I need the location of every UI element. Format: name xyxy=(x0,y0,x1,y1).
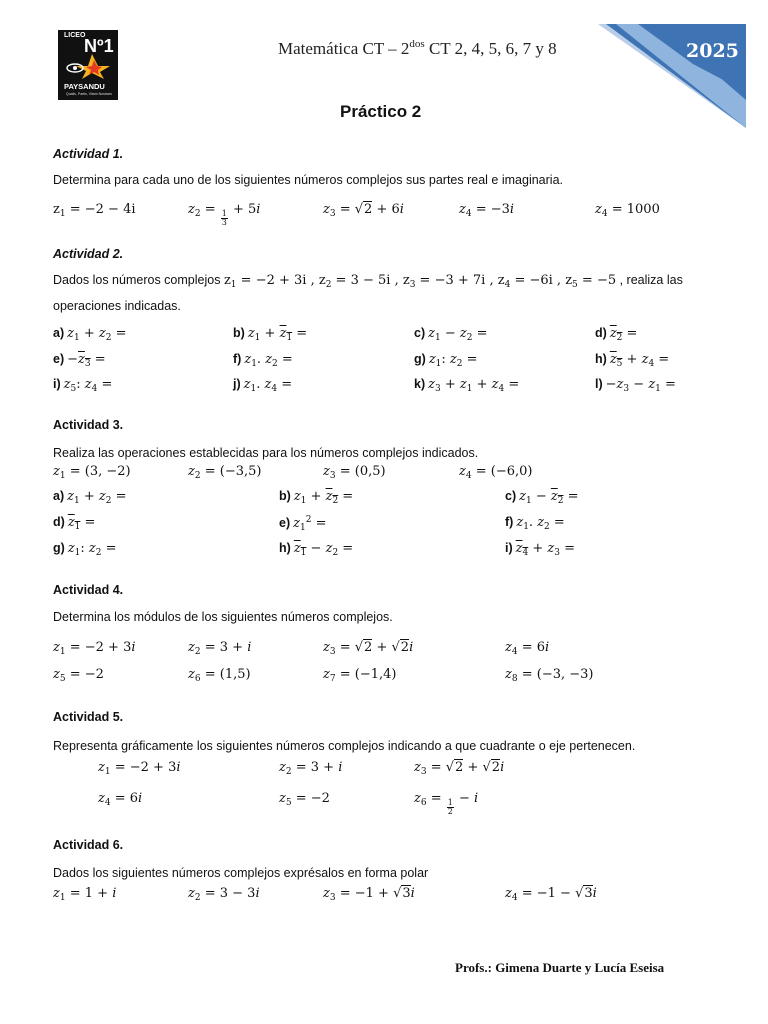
act1-z2: $z_2$ = $\frac{1}{3}$ + 5i xyxy=(188,202,261,227)
act5-z3: $z_3 = √2 + √2i$ xyxy=(414,760,505,777)
act3-z4: $z_4 = (-6,0)$ xyxy=(459,464,533,481)
year-label: 2025 xyxy=(686,40,739,62)
header-title: Matemática CT – $2^{dos}$ CT 2, 4, 5, 6, 7 y 8 xyxy=(278,38,557,58)
year-banner xyxy=(598,22,748,128)
footer-authors: Profs.: Gimena Duarte y Lucía Eseisa xyxy=(455,960,665,975)
act6-statement: Dados los siguientes números complejos exprésalos en forma polar xyxy=(53,866,429,880)
act1-z4: $z_4 = -3i$ xyxy=(459,202,515,219)
act2-statement: Dados los números complejos $z_1 = -2 + 3i$ , $z_2 = 3 - 5i$ , $z_3 = -3 + 7i$ , $z_4 = -6i$ , $z_5 = -5$ , realiza las xyxy=(53,273,683,290)
act4-heading: Actividad 4. xyxy=(53,583,124,597)
act5-statement: Representa gráficamente los siguientes números complejos indicando a que cuadrante o eje pertenecen. xyxy=(53,739,636,753)
act5-z4: $z_4 = 6i$ xyxy=(98,791,143,808)
act4-z8: $z_8 = (-3$, −3) xyxy=(505,667,594,684)
act5-z1: $z_1 = -2 + 3i$ xyxy=(98,760,181,777)
act5-heading: Actividad 5. xyxy=(53,710,124,724)
act1-z1: $z_1 = -2 - 4i$ xyxy=(53,202,136,219)
act2-item-c: c) $z_1 - z_2$ = xyxy=(414,326,488,343)
act3-item-e: e) $z_1^2$ = xyxy=(279,515,327,533)
act2-item-i: i) $z_5$: $z_4$ = xyxy=(53,377,113,394)
act5-z6: $z_6$ = $\frac{1}{2}$ − i xyxy=(414,791,479,816)
act3-item-a: a) $z_1 + z_2$ = xyxy=(53,489,127,506)
act4-z4: $z_4 = 6i$ xyxy=(505,640,550,657)
act3-item-i: i) $z_4 + z_3$ = xyxy=(505,541,576,558)
act3-item-g: g) $z_1$: $z_2$ = xyxy=(53,541,117,558)
act2-item-b: b) $z_1 + z_1$ = xyxy=(233,326,308,343)
act2-item-h: h) $z_5 + z_4$ = xyxy=(595,352,670,369)
act3-heading: Actividad 3. xyxy=(53,418,124,432)
school-logo xyxy=(58,30,118,100)
act3-item-h: h) $z_1 - z_2$ = xyxy=(279,541,354,558)
act1-statement: Determina para cada uno de los siguientes números complejos sus partes real e imaginaria. xyxy=(53,173,563,187)
act1-heading: Actividad 1. xyxy=(53,147,124,161)
act2-item-k: k) $z_3 + z_1 + z_4$ = xyxy=(414,377,520,394)
act2-item-f: f) $z_1$. $z_2$ = xyxy=(233,352,293,369)
act2-item-g: g) $z_1$: $z_2$ = xyxy=(414,352,478,369)
logo-number: Nº1 xyxy=(84,36,114,56)
act1-z3: $z_3 = √2 + 6i$ xyxy=(323,202,404,219)
act4-z7: $z_7 = (-1,4)$ xyxy=(323,667,397,684)
act2-item-d: d) $z_2$ = xyxy=(595,326,638,343)
act5-z5: $z_5 = -2$ xyxy=(279,791,330,808)
act6-z1: $z_1 = 1 + i$ xyxy=(53,886,117,903)
logo-city: PAYSANDU xyxy=(64,82,105,91)
act6-z2: $z_2 = 3 - 3i$ xyxy=(188,886,260,903)
act3-z1: $z_1 = (3$, −2) xyxy=(53,464,131,481)
act3-item-d: d) $z_1$ = xyxy=(53,515,96,532)
act2-statement-line2: operaciones indicadas. xyxy=(53,299,181,313)
act2-heading: Actividad 2. xyxy=(53,247,124,261)
act6-heading: Actividad 6. xyxy=(53,838,124,852)
act4-z1: $z_1 = -2 + 3i$ xyxy=(53,640,136,657)
logo-top-text: LICEO xyxy=(64,32,86,39)
act3-item-c: c) $z_1 - z_2$ = xyxy=(505,489,579,506)
act3-z2: $z_2 = (-3,5)$ xyxy=(188,464,262,481)
act6-z3: $z_3 = -1 + √3i$ xyxy=(323,886,415,903)
act2-item-a: a) $z_1 + z_2$ = xyxy=(53,326,127,343)
act5-z2: $z_2 = 3 + i$ xyxy=(279,760,343,777)
act6-z4: $z_4 = -1 - √3i$ xyxy=(505,886,597,903)
act2-item-l: $l) -z_3 - z_1$ = xyxy=(595,377,676,394)
act3-z3: $z_3 = (0,5)$ xyxy=(323,464,386,481)
page-title: Práctico 2 xyxy=(340,102,422,121)
act3-item-b: b) $z_1 + z_2$ = xyxy=(279,489,354,506)
act4-statement: Determina los módulos de los siguientes números complejos. xyxy=(53,610,393,624)
logo-emblem-icon xyxy=(64,52,112,80)
logo-motto: Qualis, Partis, Vitam Nostram xyxy=(66,92,112,96)
act4-z6: $z_6 = (1,5)$ xyxy=(188,667,251,684)
act4-z5: $z_5 = -2$ xyxy=(53,667,104,684)
act3-item-f: f) $z_1$. $z_2$ = xyxy=(505,515,565,532)
act3-statement: Realiza las operaciones establecidas para los números complejos indicados. xyxy=(53,446,479,460)
act4-z3: $z_3 = √2 + √2i$ xyxy=(323,640,414,657)
act4-z2: $z_2 = 3 + i$ xyxy=(188,640,252,657)
act2-item-j: j) $z_1$. $z_4$ = xyxy=(233,377,293,394)
act2-item-e: $e) -z_3$ = xyxy=(53,352,106,369)
act1-z5: $z_4 = 1000$ xyxy=(595,202,660,219)
